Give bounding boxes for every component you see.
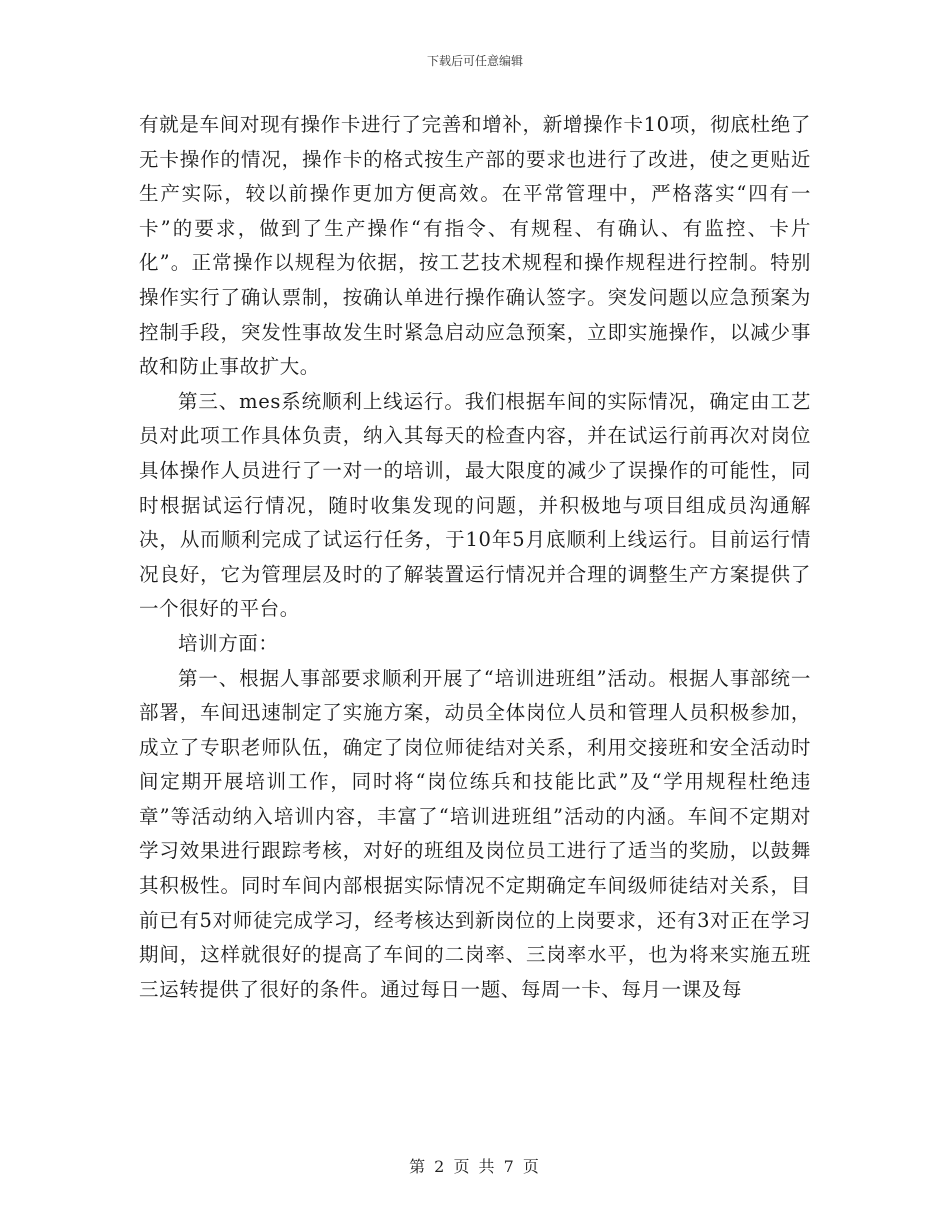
header-note: 下载后可任意编辑 (426, 54, 523, 68)
page-number: 第 2 页 共 7 页 (409, 1157, 541, 1176)
paragraph-mes-system: 第三、mes系统顺利上线运行。我们根据车间的实际情况，确定由工艺员对此项工作具体负责，纳入其每天的检查内容，并在试运行前再次对岗位具体操作人员进行了一对一的培训，最大限度的减少了误操作的可能性，同时根据试运行情况，随时收集发现的问题，并积极地与项目组成员沟通解决，从而顺利完成了试运行任务，于10年5月底顺利上线运行。目前运行情况良好，它为管理层及时的了解装置运行情况并合理的调整生产方案提供了一个很好的平台。 (139, 389, 811, 621)
paragraph-training-first: 第一、根据人事部要求顺利开展了“培训进班组”活动。根据人事部统一部署，车间迅速制定了实施方案，动员全体岗位人员和管理人员积极参加，成立了专职老师队伍，确定了岗位师徒结对关系，利用交接班和安全活动时间定期开展培训工作，同时将“岗位练兵和技能比武”及“学用规程杜绝违章”等活动纳入培训内容，丰富了“培训进班组”活动的内涵。车间不定期对学习效果进行跟踪考核，对好的班组及岗位员工进行了适当的奖励，以鼓舞其积极性。同时车间内部根据实际情况不定期确定车间级师徒结对关系，目前已有5对师徒完成学习，经考核达到新岗位的上岗要求，还有3对正在学习期间，这样就很好的提高了车间的二岗率、三岗率水平，也为将来实施五班三运转提供了很好的条件。通过每日一题、每周一卡、每月一课及每 (139, 666, 811, 1001)
section-heading-training: 培训方面： (178, 631, 279, 655)
document-body (139, 108, 811, 1007)
paragraph-continuation: 有就是车间对现有操作卡进行了完善和增补，新增操作卡10项，彻底杜绝了无卡操作的情况，操作卡的格式按生产部的要求也进行了改进，使之更贴近生产实际，较以前操作更加方便高效。在平常管理中，严格落实“四有一卡”的要求，做到了生产操作“有指令、有规程、有确认、有监控、卡片化”。正常操作以规程为依据，按工艺技术规程和操作规程进行控制。特别操作实行了确认票制，按确认单进行操作确认签字。突发问题以应急预案为控制手段，突发性事故发生时紧急启动应急预案，立即实施操作，以减少事故和防止事故扩大。 (139, 113, 811, 379)
